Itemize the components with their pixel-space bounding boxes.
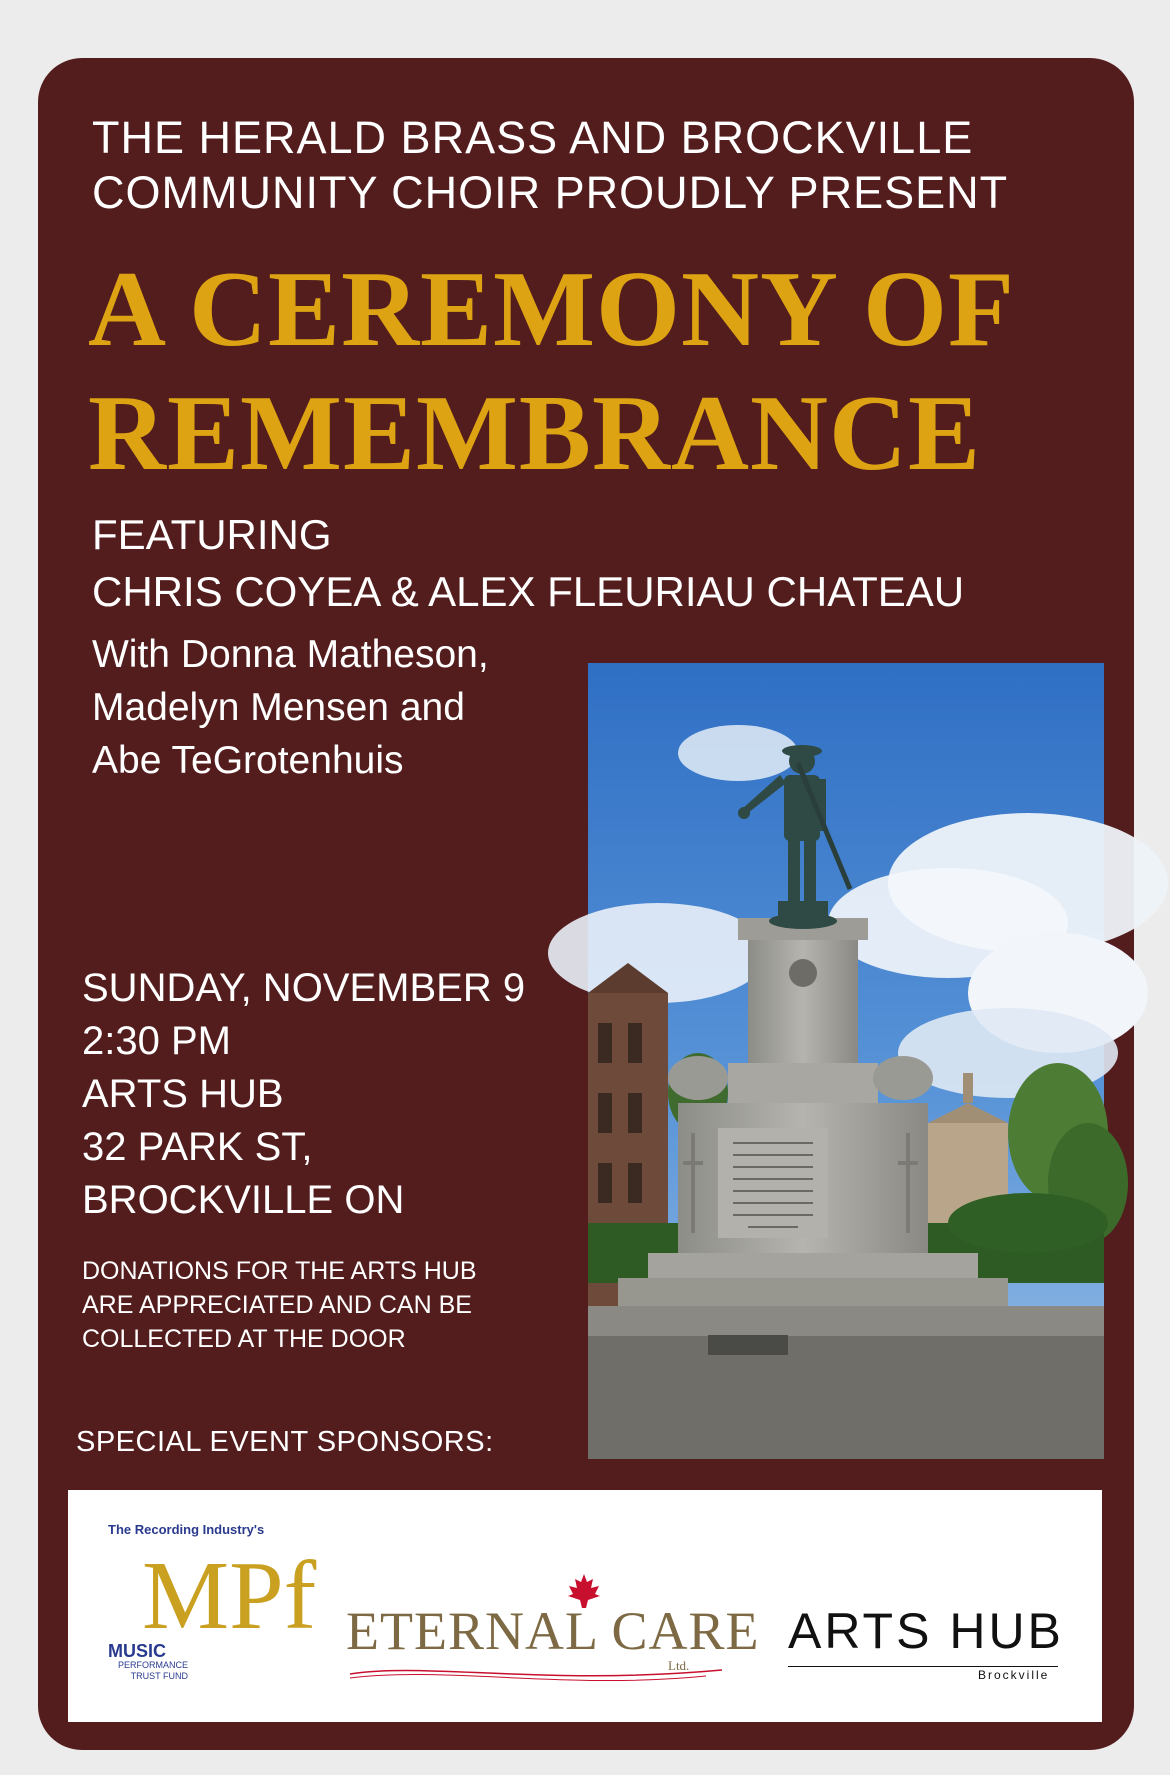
presenters-line-2: COMMUNITY CHOIR PROUDLY PRESENT <box>92 167 1009 218</box>
guest-line-3: Abe TeGrotenhuis <box>92 739 404 782</box>
event-address: 32 PARK ST, <box>82 1125 313 1169</box>
memorial-photo <box>588 663 1104 1459</box>
title-line-2: REMEMBRANCE <box>88 374 981 493</box>
mptf-monogram-text: MPf <box>142 1542 317 1650</box>
donations-line-2: ARE APPRECIATED AND CAN BE <box>82 1291 472 1319</box>
title-line-1: A CEREMONY OF <box>88 250 1015 369</box>
mptf-tagline: The Recording Industry's <box>108 1522 265 1537</box>
guest-performers <box>92 628 592 787</box>
featured-artists: CHRIS COYEA & ALEX FLEURIAU CHATEAU <box>92 568 965 615</box>
donations-line-1: DONATIONS FOR THE ARTS HUB <box>82 1257 477 1285</box>
mptf-fund-line-1: PERFORMANCE <box>117 1660 188 1670</box>
event-details <box>82 962 602 1227</box>
guest-line-2: Madelyn Mensen and <box>92 686 465 729</box>
presenters-line-1: THE HERALD BRASS AND BROCKVILLE <box>92 112 974 163</box>
mptf-fund-line-2: TRUST FUND <box>130 1671 188 1681</box>
event-date: SUNDAY, NOVEMBER 9 <box>82 966 526 1010</box>
mptf-fund-label <box>108 1660 188 1682</box>
arts-hub-divider <box>788 1666 1058 1667</box>
memorial-photo-image <box>588 663 1104 1459</box>
event-city: BROCKVILLE ON <box>82 1178 405 1222</box>
arts-hub-location: Brockville <box>978 1668 1050 1682</box>
presenters-heading <box>92 110 1102 220</box>
featuring-label: FEATURING <box>92 511 332 558</box>
donations-note <box>82 1254 562 1356</box>
arts-hub-logo <box>788 1602 1088 1692</box>
event-title <box>88 248 1128 496</box>
eternal-care-swoosh-icon <box>346 1660 726 1684</box>
event-time: 2:30 PM <box>82 1019 231 1063</box>
eternal-care-suffix: Ltd. <box>668 1658 690 1673</box>
sponsors-label: SPECIAL EVENT SPONSORS: <box>76 1426 494 1458</box>
eternal-care-logo <box>346 1600 760 1690</box>
mptf-logo <box>108 1522 317 1702</box>
eternal-care-name: ETERNAL CARE <box>346 1601 760 1661</box>
event-poster <box>38 58 1134 1750</box>
mptf-music-label: MUSIC <box>108 1641 166 1661</box>
arts-hub-name: ARTS HUB <box>788 1603 1064 1659</box>
guest-line-1: With Donna Matheson, <box>92 633 489 676</box>
event-venue: ARTS HUB <box>82 1072 284 1116</box>
donations-line-3: COLLECTED AT THE DOOR <box>82 1325 406 1353</box>
featuring-block <box>92 506 1112 620</box>
sponsor-logo-panel <box>68 1490 1102 1722</box>
